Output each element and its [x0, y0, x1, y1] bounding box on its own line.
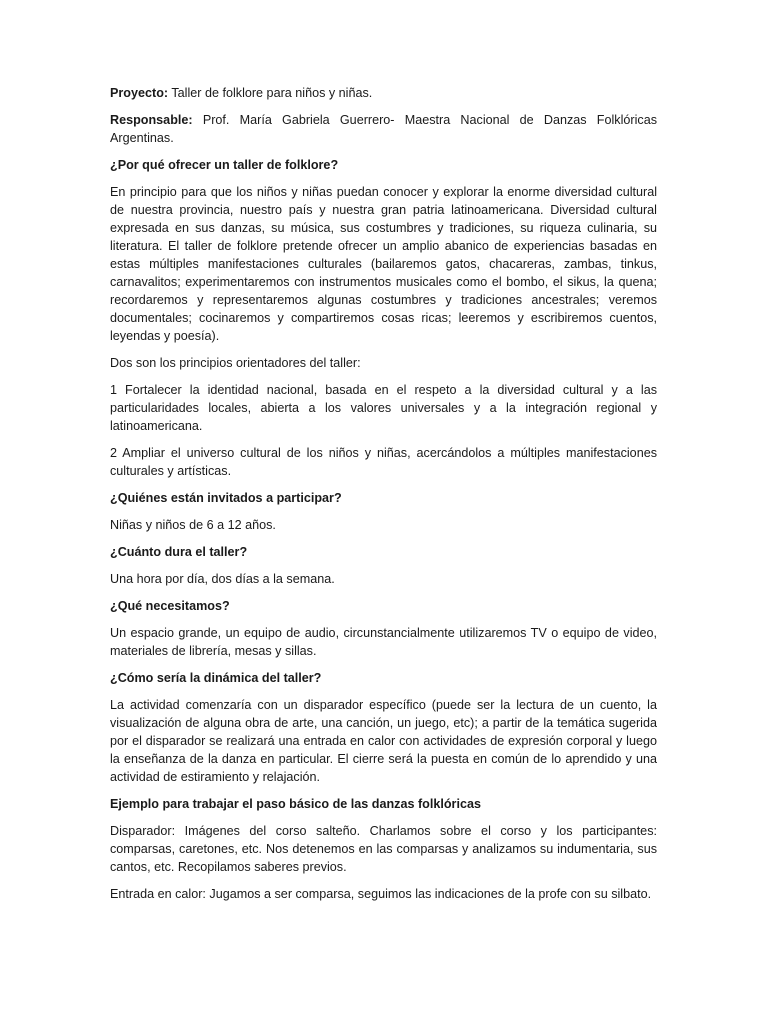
- dynamics-body: La actividad comenzaría con un disparador específico (puede ser la lectura de un cuento, la visualización de alguna obra de arte, una canción, un juego, etc); a partir de la temática sugerida por el disparador se realizará una entrada en calor con actividades de expresión corporal y luego la enseñanza de la danza en particular. El cierre será la puesta en común de lo aprendido y una actividad de estiramiento y relajación.: [110, 698, 657, 784]
- needs-body: Un espacio grande, un equipo de audio, circunstancialmente utilizaremos TV o equipo de video, materiales de librería, mesas y sillas.: [110, 626, 657, 658]
- who-body: Niñas y niños de 6 a 12 años.: [110, 518, 276, 532]
- principle-1: 1 Fortalecer la identidad nacional, basada en el respeto a la diversidad cultural y a las particularidades locales, abierta a los valores universales y a la integración regional y latinoamericana.: [110, 383, 657, 433]
- duration-body: Una hora por día, dos días a la semana.: [110, 572, 335, 586]
- project-line: [110, 84, 657, 102]
- project-value: Taller de folklore para niños y niñas.: [168, 86, 373, 100]
- why-body: En principio para que los niños y niñas puedan conocer y explorar la enorme diversidad cultural de nuestra provincia, nuestro país y nuestra gran patria latinoamericana. Diversidad cultural expresada en sus danzas, su música, sus costumbres y tradiciones, su riqueza culinaria, su literatura. El taller de folklore pretende ofrecer un amplio abanico de experiencias basadas en estas múltiples manifestaciones culturales (bailaremos gatos, chacareras, zambas, tinkus, carnavalitos; experimentaremos con instrumentos musicales como el bombo, el sikus, la quena; recordaremos y representaremos algunas costumbres y tradiciones ancestrales; veremos documentales; cocinaremos y compartiremos cosas ricas; leeremos y escribiremos cuentos, leyendas y poesía).: [110, 185, 657, 343]
- responsible-value: Prof. María Gabriela Guerrero- Maestra Nacional de Danzas Folklóricas Argentinas.: [110, 113, 657, 145]
- example-trigger: Disparador: Imágenes del corso salteño. Charlamos sobre el corso y los participantes: comparsas, caretones, etc. Nos detenemos en las comparsas y analizamos su indumentaria, sus cantos, etc. Recopilamos saberes previos.: [110, 824, 657, 874]
- document-page: [110, 84, 657, 912]
- responsible-label: Responsable:: [110, 113, 193, 127]
- principle-2: 2 Ampliar el universo cultural de los niños y niñas, acercándolos a múltiples manifestaciones culturales y artísticas.: [110, 446, 657, 478]
- example-heading: Ejemplo para trabajar el paso básico de las danzas folklóricas: [110, 797, 481, 811]
- dynamics-heading: ¿Cómo sería la dinámica del taller?: [110, 671, 322, 685]
- responsible-line: [110, 111, 657, 147]
- project-label: Proyecto:: [110, 86, 169, 100]
- principles-intro: Dos son los principios orientadores del taller:: [110, 356, 361, 370]
- example-warmup: Entrada en calor: Jugamos a ser comparsa, seguimos las indicaciones de la profe con su silbato.: [110, 887, 652, 901]
- why-heading: ¿Por qué ofrecer un taller de folklore?: [110, 158, 339, 172]
- who-heading: ¿Quiénes están invitados a participar?: [110, 491, 342, 505]
- duration-heading: ¿Cuánto dura el taller?: [110, 545, 248, 559]
- needs-heading: ¿Qué necesitamos?: [110, 599, 230, 613]
